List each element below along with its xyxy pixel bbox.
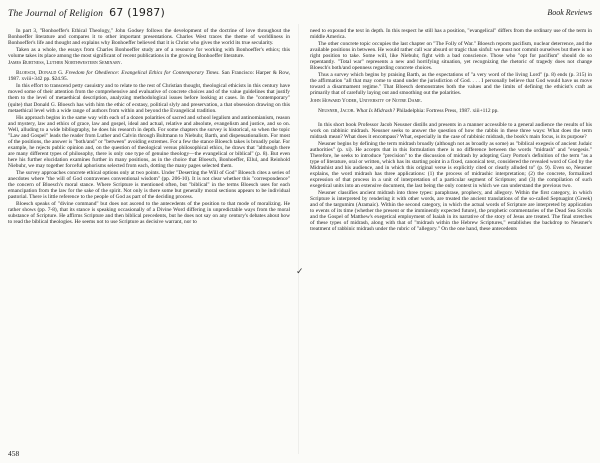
review-paragraph: need to expound the text in depth. In this respect he still has a position, "evangelical" differs from the ordinary use of the term in middle America. [310,28,592,41]
book-author: Bloesch, Donald G. [16,70,64,77]
review-paragraph: The other concrete topic occupies the last chapter on "The Folly of War." Bloesch reports pacifism, nuclear deterrence, and the available positions in between. He would rather call war absurd or tragic than sinful: we must not commit ourselves but there is no right position to take. Some will, like Niebuhr, fight with a bad conscience. Those who "opt for pacifism" should do so repentantly. "Total war" represents a new and horrifying situation, yet recognizing the rhetoric of tragedy does not change Bloesch's both/and openness regarding concrete choices. [310,41,592,72]
review-paragraph: In part 3, "Bonhoeffer's Ethical Theology," John Godsey follows the development of the doctrine of love throughout the Bonhoeffer literature and compares it to other important presentations. Charles West traces the theme of worldliness in Bonhoeffer's life and thought and explains why Bonhoeffer believed that it is Christ who gives the world its true secularity. [8,28,290,47]
review-paragraph: Taken as a whole, the essays from Charles Bonhoeffer study are of a resource for working with Bonhoeffer's ethics; this volume takes its place among the most significant of recent publications in the growing Bonhoeffer literature. [8,47,290,60]
running-head [8,6,165,19]
right-column [310,28,592,446]
book-author: Neusner, Jacob. [318,107,355,114]
review-heading [310,108,592,114]
handwritten-volume-note: 67 (1987) [109,6,165,19]
review-paragraph: In this effort to transcend petty casuistry and to relate to the rest of Christian thought, theological ethicists in this century have moved some of their attention from the comprehensive and evaluative of concrete choices and of the value guidelines that justify them to the level of metaethical description, analyzing methodological issues before looking at cases. In the "contemporary" (quite) that Donald G. Bloesch has with him the ethic of ecstasy, political slyly and preservation, a that obsession drawing on this metaethical level with a wide range of authors from within and beyond the Evangelical tradition. [8,83,290,114]
handwritten-check-icon: ✓ [296,267,304,277]
journal-title: The Journal of Religion [8,9,104,19]
review-paragraph: In this short book Professor Jacob Neusner distills and presents in a manner accessible to a general audience the results of his work on rabbinic midrash. Neusner seeks to answer the question of how the rabbis in these three ways: What does the term midrash mean? What does it encompass? What, especially in the case of rabbinic midrash, the book's main focus, is its purpose? [310,121,592,140]
page-header [0,6,600,26]
review-paragraph: Neusner classifies ancient midrash into three types: paraphrase, prophecy, and allegory. Within the first category, in which Scripture is interpreted by rendering it with other words, are treated the ancient translations of the so-called Septuagint (Greek) and of the targumim (Aramaic). Within the second category, in which the actual words of Scripture are interpreted by application to events of its time (whether the present or the imminently expected future), the prophetic commentaries of the Dead Sea Scrolls and the Gospel of Matthew's exegetical employment of Isaiah in its narrative of the story of Jesus are treated. The final stretches of these types of midrash, along with that of "midrash within the Hebrew Scriptures," establishes the backdrop to Neusner's treatment of rabbinic midrash under the rubric of "allegory." On the one hand, these antecedents [310,190,592,233]
reviewer-signature: James Burtness, Luther Northwestern Seminary. [8,60,122,67]
page-number: 458 [8,449,20,458]
book-publication: Philadelphia: Fortress Press, 1987. xiii+112 pp. [396,107,499,114]
book-title: Freedom for Obedience: Evangelical Ethics for Contemporary Times. [65,70,220,77]
reviewer-signature: John Howard Yoder, University of Notre Dame. [310,97,422,104]
review-heading [8,70,290,82]
review-paragraph: Thus a survey which begins by praising Barth, as the expectations of "a very word of the living Lord" (p. 8) ends (p. 315) in the affirmation "all that may come to stand under the jurisdiction of God. . . . I personally believe that God would have us move toward a disarmament regime." That Bloesch demonstrates both the values and the limits of defining the ethicist's craft as primarily that of carefully laying out and smoothing out the polarities. [310,72,592,97]
page-gutter [298,24,299,454]
section-title: Book Reviews [547,8,592,17]
left-column [8,28,290,446]
spacer [310,115,592,122]
book-title: What Is Midrash? [356,107,396,114]
review-paragraph: His approach begins in the same way with each of a dozen polarities of sacred and school legalism and antinomianism, reason and mystery, law and ethics of grace, law and gospel, ideal and actual, relative and absolute, evangelism and justice, and so on. Well, alluding to a wide bibliography, he does his research in depth. For some chapters the survey is historical, so when the topic "Law and Gospel" leads the reader from Luther and Calvin through Bultmann to Niebuhr, Barth, and dispensationalism. For most of the positions, the answer is "both/and" or "between" avoiding extremes. For a few the stance Bloesch takes is broadly polar. For example, he rejects public opinion and, on the question of theological versus philosophical ethics, he draws that "although there are many different types of philosophy, there is only one type of genuine theology—the evangelical or biblical" (p. 8). But even here his further elucidation examines further in many positions, as in the choice that Bloesch, Bonhoeffer, Ellul, and Reinhold Niebuhr, we may together forceful aphorisms selected from each, dotting the many pages selected them. [8,114,290,169]
review-paragraph: The survey approaches concrete ethical options only at two points. Under "Deserting the Will of God" Bloesch cites a series of anecdotes where "the will of God contravenes conventional wisdom" (pp. 206-10). It is not clear whether this "correspondence" the concern of Bloesch's moral stance. Where Scripture is mentioned often, but "biblical" in the terms Bloesch uses for each emancipation from the law for the sake of the spirit. Not only is there some but generally moral sections appears to be individual pastorial. There is little reference to the people of God as part of the deciding process. [8,170,290,201]
book-publication: San Francisco: Harper & Row, 1987. xviii+342 pp. $24.95. [8,70,290,83]
review-paragraph: Bloesch speaks of "divine command" but does not ascend to the antecedents of the position to that mode of moralizing. He rather shows (pp. 7-8), that its stance is speaking occasionally of a Divine Word differing in unpredictable ways from the moral substance of Scripture. He affirms Scripture and then biblical precedents, but he does not say on any century's debates about how to read the biblical theologies. He seems not to use Scripture as decisive warrant, nor to [8,201,290,226]
review-paragraph: Neusner begins by defining the term midrash broadly (although not as broadly as some) as "biblical exegesis of ancient Judaic authorities" (p. xi). He accepts that in this formulation there is no difference between the words "midrash" and "exegesis." Therefore, he seeks to introduce "precision" to the discussion of midrash by adopting Gary Porton's definition of the term "as a type of literature, oral or written, which has its starting point in a fixed, canonical text, considered the revealed word of God by the Midrashist and his audience, and in which this original verse is explicitly cited or clearly alluded to" (p. 9). Even so, Neusner explains, the word midrash has three applications: (1) the process of midrashic interpretation; (2) the concrete, formalized expression of that process in a unit of interpretation of a particular segment of Scripture; and (3) the compilation of such exegetical units into an extensive document, the last being the only context in which we can understand the previous two. [310,140,592,190]
